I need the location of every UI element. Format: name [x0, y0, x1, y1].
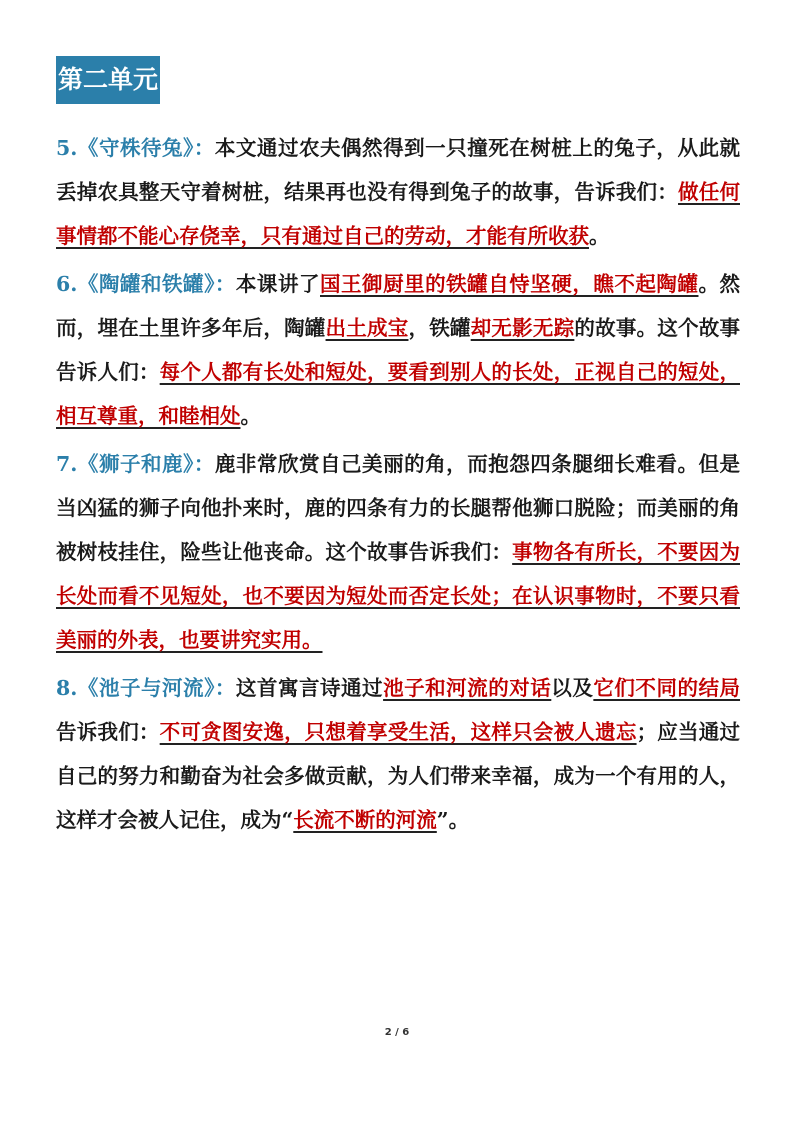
- lesson-title: 5.《守株待兔》：: [56, 136, 215, 160]
- highlighted-key-point: 它们不同的结局: [593, 676, 741, 700]
- body-text: ”。: [436, 808, 470, 832]
- highlighted-key-point: 池子和河流的对话: [383, 676, 552, 700]
- paragraph-item-6: [56, 262, 740, 438]
- page-number: 2 / 6: [384, 1027, 410, 1038]
- paragraph-item-8: [56, 666, 740, 842]
- body-text: 。然而，埋在土里许多年后，陶罐: [56, 272, 741, 340]
- highlighted-key-point: 国王御厨里的铁罐自恃坚硬，瞧不起陶罐: [320, 272, 699, 296]
- highlighted-key-point: 出土成宝: [325, 316, 409, 340]
- body-text: 本课讲了: [235, 272, 320, 296]
- body-text: ，铁罐: [408, 316, 471, 340]
- body-text: ；应当通过自己的努力和勤奋为社会多做贡献，为人们带来幸福，成为一个有用的人，这样才会被人记住，成为“: [56, 720, 740, 832]
- highlighted-key-point: 做任何事情都不能心存侥幸，只有通过自己的劳动，才能有所收获: [56, 180, 740, 248]
- highlighted-key-point: 却无影无踪: [470, 316, 575, 340]
- highlighted-key-point: 不可贪图安逸，只想着享受生活，这样只会被人遗忘: [159, 720, 637, 744]
- highlighted-key-point: 每个人都有长处和短处，要看到别人的长处，正视自己的短处，相互尊重，和睦相处: [56, 360, 740, 428]
- highlighted-key-point: 事物各有所长，不要因为长处而看不见短处，也不要因为短处而否定长处；在认识事物时，不要只看美丽的外表，也要讲究实用。: [56, 540, 740, 652]
- body-text: 以及: [551, 676, 594, 700]
- body-text: 本文通过农夫偶然得到一只撞死在树桩上的兔子，从此就丢掉农具整天守着树桩，结果再也没有得到兔子的故事，告诉我们：: [56, 136, 741, 204]
- paragraph-item-5: [56, 126, 740, 258]
- lesson-title: 6.《陶罐和铁罐》：: [56, 272, 236, 296]
- lesson-title: 7.《狮子和鹿》：: [56, 452, 215, 476]
- body-text: 告诉我们：: [56, 720, 160, 744]
- lesson-title: 8.《池子与河流》：: [56, 676, 236, 700]
- body-text: 鹿非常欣赏自己美丽的角，而抱怨四条腿细长难看。但是当凶猛的狮子向他扑来时，鹿的四条有力的长腿帮他狮口脱险；而美丽的角被树枝挂住，险些让他丧命。这个故事告诉我们：: [56, 452, 741, 564]
- unit-heading: 第二单元: [56, 56, 160, 104]
- body-text: 的故事。这个故事告诉人们：: [56, 316, 740, 384]
- body-text: 。: [240, 404, 261, 428]
- paragraph-item-7: [56, 442, 740, 662]
- highlighted-key-point: 长流不断的河流: [293, 808, 437, 832]
- document-body: [56, 126, 740, 846]
- body-text: 。: [589, 224, 610, 248]
- body-text: 这首寓言诗通过: [235, 676, 384, 700]
